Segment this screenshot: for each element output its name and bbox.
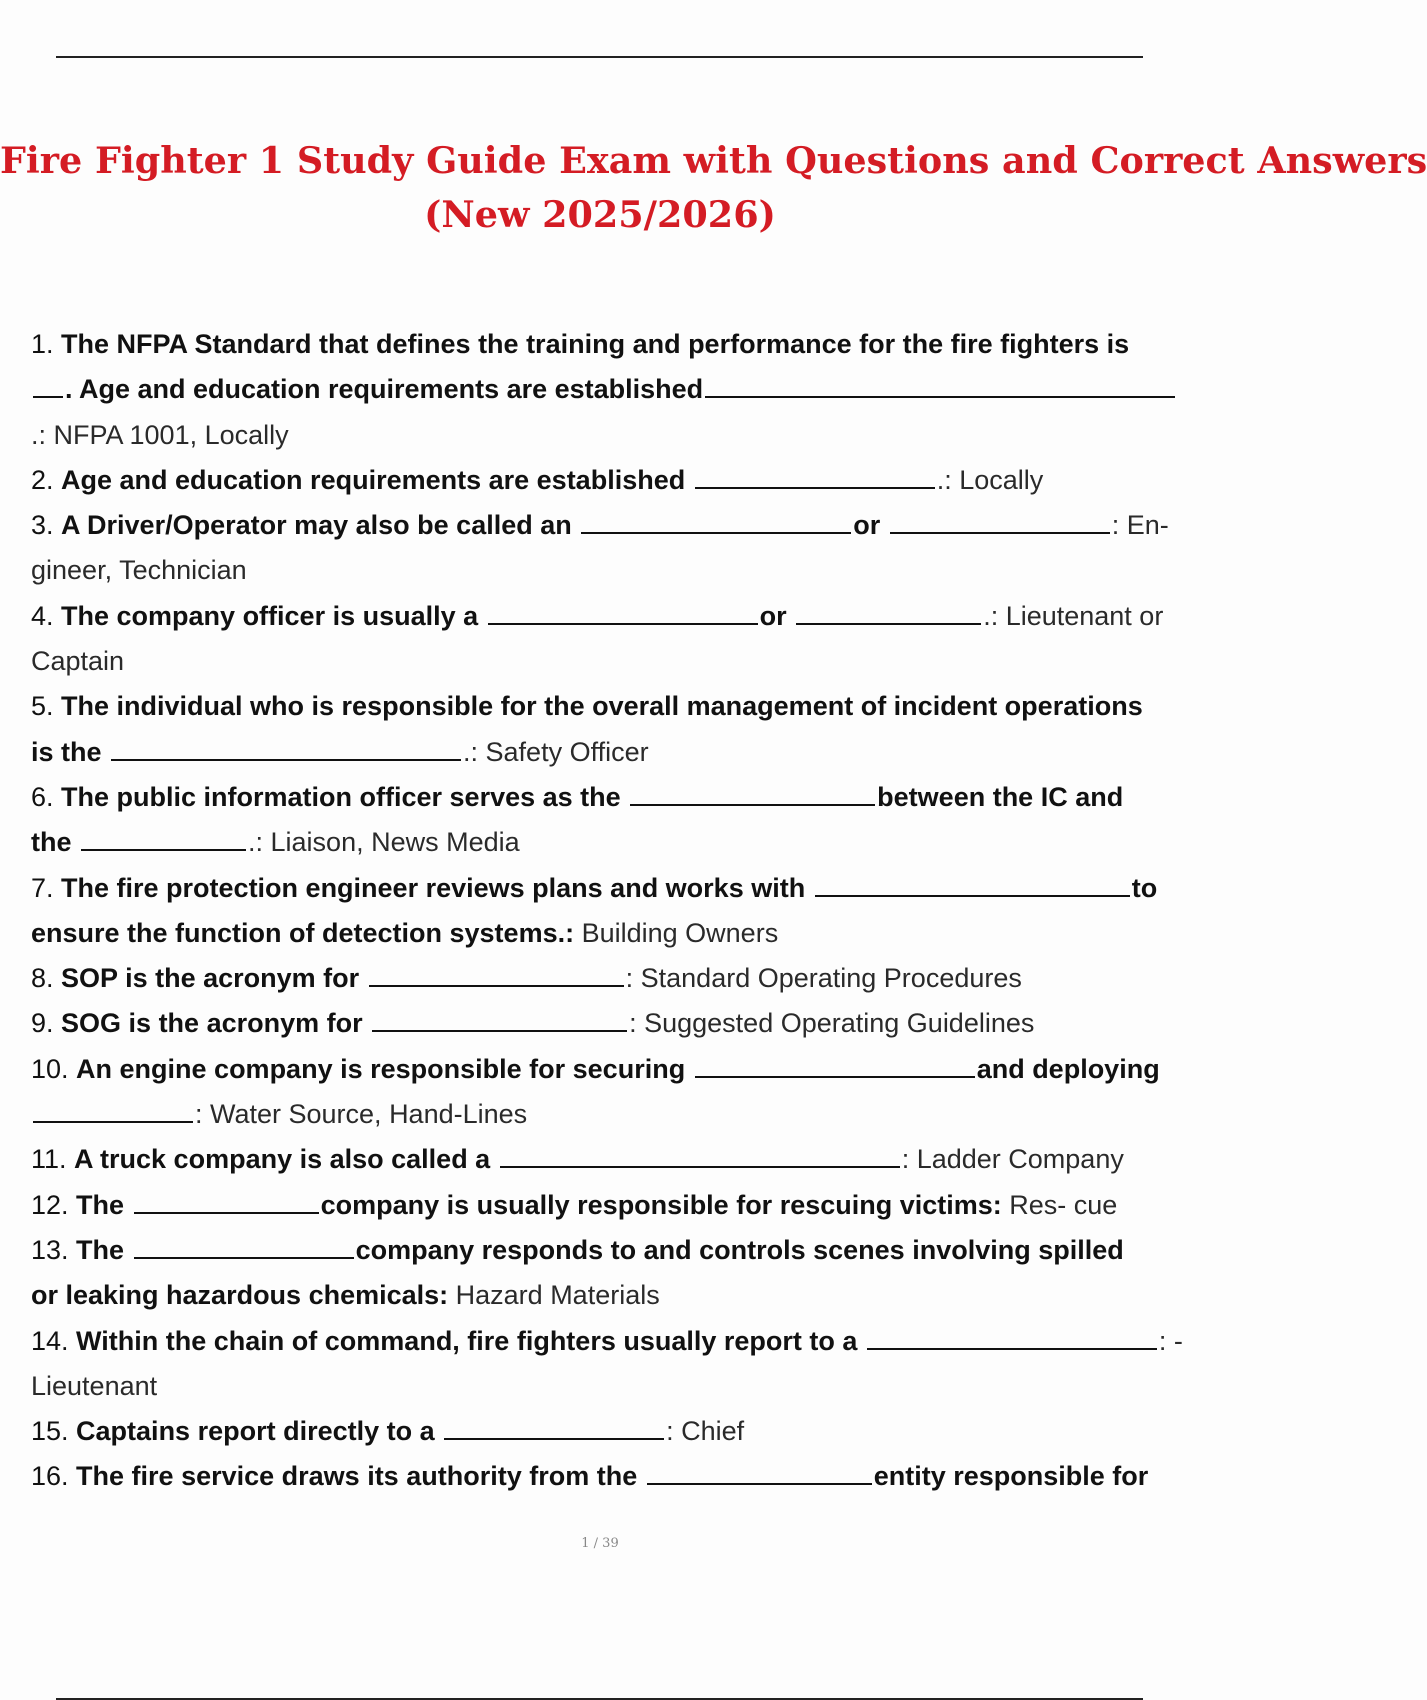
title-line-1: Fire Fighter 1 Study Guide Exam with Questions and Correct Answers <box>0 139 1427 182</box>
question-item <box>31 503 1196 594</box>
question-text: Age and education requirements are established <box>61 464 693 495</box>
answer-text: : Chief <box>666 1416 745 1447</box>
question-text: is the <box>31 736 110 767</box>
answer-blank <box>647 1482 872 1485</box>
answer-text: : - <box>1158 1325 1183 1356</box>
question-number: 8. <box>31 963 62 994</box>
question-text: and deploying <box>976 1053 1160 1084</box>
question-item <box>31 594 1196 685</box>
question-item <box>31 684 1196 775</box>
answer-text: .: Liaison, News Media <box>248 827 520 858</box>
answer-blank <box>867 1347 1157 1350</box>
question-number: 2. <box>31 464 62 495</box>
answer-text: : Standard Operating Procedures <box>625 963 1022 994</box>
question-text: The fire protection engineer reviews plans and works with <box>61 872 813 903</box>
answer-blank <box>705 395 1175 398</box>
title-line-2: (New 2025/2026) <box>424 193 776 236</box>
question-text: company is usually responsible for rescuing victims: <box>320 1189 1010 1220</box>
answer-blank <box>372 1029 627 1032</box>
document-title <box>0 134 1427 242</box>
question-text: to <box>1131 872 1158 903</box>
answer-text: gineer, Technician <box>31 555 247 586</box>
question-item <box>31 1454 1196 1499</box>
question-text: The public information officer serves as the <box>61 781 629 812</box>
question-text: The NFPA Standard that defines the training and performance for the fire fighters is <box>61 329 1130 359</box>
answer-blank <box>796 622 981 625</box>
question-item <box>31 1183 1196 1228</box>
question-text: Within the chain of command, fire fighters usually report to a <box>76 1325 865 1356</box>
question-text: The <box>76 1234 132 1265</box>
answer-text: Captain <box>31 646 125 677</box>
answer-text: .: NFPA 1001, Locally <box>31 419 289 450</box>
answer-text: Hazard Materials <box>455 1280 660 1311</box>
question-text: The company officer is usually a <box>61 600 486 631</box>
question-item <box>31 1228 1196 1319</box>
answer-text: Res- cue <box>1009 1189 1118 1220</box>
question-number: 12. <box>31 1189 77 1220</box>
answer-blank <box>33 1120 193 1123</box>
answer-text: Lieutenant <box>31 1370 158 1401</box>
answer-blank <box>815 894 1130 897</box>
answer-blank <box>695 486 935 489</box>
question-text: SOG is the acronym for <box>61 1008 371 1039</box>
question-item <box>31 1001 1196 1046</box>
question-list <box>31 322 1196 1500</box>
question-item <box>31 458 1196 503</box>
question-number: 5. <box>31 691 62 722</box>
answer-text: : Suggested Operating Guidelines <box>629 1008 1035 1039</box>
question-number: 6. <box>31 781 62 812</box>
question-number: 14. <box>31 1325 77 1356</box>
header-rule <box>56 56 1143 58</box>
answer-blank <box>134 1256 354 1259</box>
answer-blank <box>630 803 875 806</box>
question-number: 10. <box>31 1053 77 1084</box>
answer-blank <box>81 848 246 851</box>
question-number: 11. <box>31 1144 75 1175</box>
answer-blank <box>369 984 624 987</box>
question-text: An engine company is responsible for securing <box>76 1053 693 1084</box>
question-text: or <box>853 510 888 541</box>
question-text: the <box>31 827 80 858</box>
question-number: 13. <box>31 1234 77 1265</box>
answer-blank <box>134 1211 319 1214</box>
question-text: The <box>76 1189 132 1220</box>
answer-blank <box>33 395 63 398</box>
question-text: The individual who is responsible for the overall management of incident operations <box>61 691 1143 722</box>
question-text: between the IC and <box>877 781 1124 812</box>
answer-text: : Water Source, Hand-Lines <box>195 1099 528 1130</box>
answer-blank <box>890 531 1110 534</box>
answer-blank <box>444 1437 664 1440</box>
question-item <box>31 775 1196 866</box>
answer-blank <box>695 1075 975 1078</box>
question-text: A Driver/Operator may also be called an <box>61 510 580 541</box>
question-item <box>31 1409 1196 1454</box>
answer-text: .: Safety Officer <box>463 736 649 767</box>
answer-blank <box>500 1165 900 1168</box>
question-item <box>31 866 1196 957</box>
question-text: A truck company is also called a <box>74 1144 498 1175</box>
question-text: Captains report directly to a <box>76 1416 443 1447</box>
question-item <box>31 1319 1196 1410</box>
question-number: 9. <box>31 1008 62 1039</box>
question-number: 7. <box>31 872 62 903</box>
question-text: The fire service draws its authority from the <box>76 1461 645 1492</box>
question-text: entity responsible for <box>873 1461 1149 1492</box>
question-text: company responds to and controls scenes involving spilled <box>355 1234 1124 1265</box>
question-number: 15. <box>31 1416 77 1447</box>
answer-text: : En- <box>1111 510 1169 541</box>
question-item <box>31 956 1196 1001</box>
question-text: or leaking hazardous chemicals: <box>31 1280 456 1311</box>
answer-text: .: Locally <box>936 464 1044 495</box>
answer-blank <box>111 758 461 761</box>
answer-blank <box>488 622 758 625</box>
question-number: 3. <box>31 510 62 541</box>
page-number: 1 / 39 <box>581 1536 619 1551</box>
question-number: 1. <box>31 329 62 359</box>
question-text: SOP is the acronym for <box>61 963 367 994</box>
question-number: 16. <box>31 1461 77 1492</box>
answer-text: .: Lieutenant or <box>983 600 1164 631</box>
answer-text: : Ladder Company <box>901 1144 1124 1175</box>
question-text: . Age and education requirements are established <box>65 374 704 405</box>
question-item <box>31 1137 1196 1182</box>
answer-blank <box>581 531 851 534</box>
question-item <box>31 1047 1196 1138</box>
question-text: ensure the function of detection systems.: <box>31 917 582 948</box>
question-text: or <box>759 600 795 631</box>
question-item <box>31 322 1196 458</box>
question-number: 4. <box>31 600 62 631</box>
answer-text: Building Owners <box>581 917 779 948</box>
